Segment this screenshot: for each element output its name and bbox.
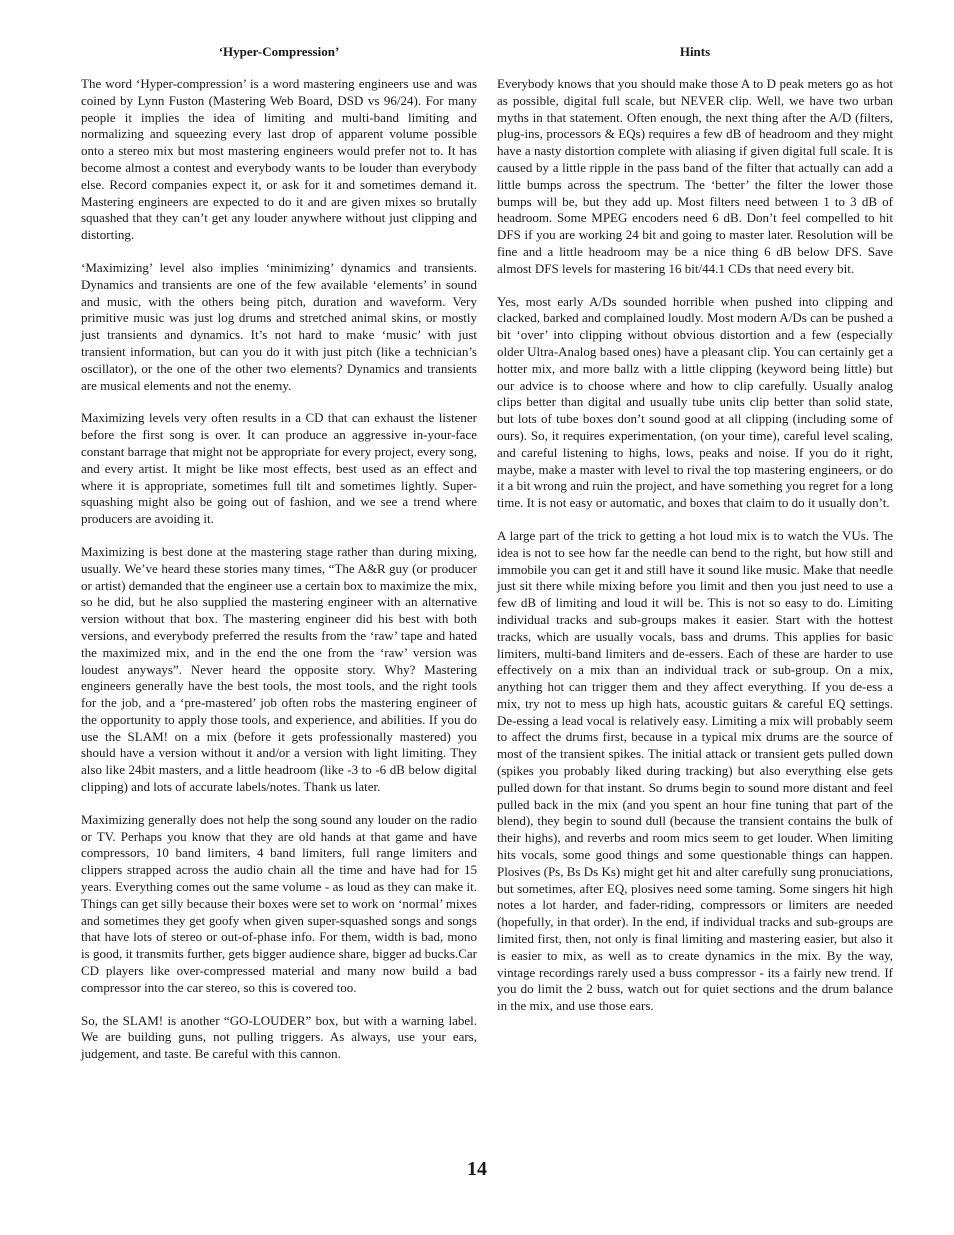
paragraph: Yes, most early A/Ds sounded horrible when pushed into clipping and clacked, barked and complained loudly. Most modern A/Ds can be pushed a bit ‘over’ into clipping without obvious distortion and a few (especially older Ultra-Analog based ones) have a pleasant clip. You can certainly get a hotter mix, and more ballz with a little clipping (keyword being little) but our advice is to choose where and how to clip carefully. Usually analog clips better than digital and usually tube units clip better than solid state, but lots of tube boxes don’t sound good at all clipping (including some of ours). So, it requires experimentation, (on your time), careful level scaling, and careful listening to highs, lows, peaks and noise. If you do it right, maybe, make a master with level to rival the top mastering engineers, or do it a bit wrong and ruin the project, and have something you regret for a long time. It is not easy or automatic, and boxes that claim to do it usually don’t. — [497, 293, 893, 511]
paragraph: Everybody knows that you should make those A to D peak meters go as hot as possible, digital full scale, but NEVER clip. Well, we have two urban myths in that statement. Often enough, the next thing after the A/D (filters, plug-ins, processors & EQs) requires a few dB of headroom and they might have a nasty distortion complete with aliasing if given digital full scale. It is caused by a little ripple in the pass band of the filter that actually can add a little bumps across the spectrum. The ‘better’ the filter the lower those bumps will be, but they add up. Most filters need between 1 to 3 dB of headroom. Some MPEG encoders need 6 dB. Don’t feel compelled to hit DFS if you are working 24 bit and going to master later. Resolution will be fine and a little headroom may be a nice thing 6 dB below DFS. Save almost DFS levels for mastering 16 bit/44.1 CDs that need every bit. — [497, 76, 893, 276]
paragraph: The word ‘Hyper-compression’ is a word mastering engineers use and was coined by Lynn Fuston (Mastering Web Board, DSD vs 96/24). For many people it implies the idea of limiting and multi-band limiting and normalizing and squeezing every last drop of apparent volume possible onto a stereo mix but most mastering engineers would prefer not to. It has become almost a contest and everybody wants to be louder than everybody else. Record companies expect it, or ask for it and sometimes demand it. Mastering engineers are expected to do it and are given mixes so brutally squashed that they can’t get any louder anywhere without just clipping and distorting. — [81, 76, 477, 243]
section-title-hyper-compression: ‘Hyper-Compression’ — [218, 44, 340, 59]
right-column — [497, 44, 893, 1031]
paragraph: A large part of the trick to getting a hot loud mix is to watch the VUs. The idea is not to see how far the needle can bend to the right, but how still and immobile you can get it and still have it sound like music. Make that needle just sit there while mixing before you limit and then you just need to use a few dB of limiting and loud it will be. This is not so easy to do. Limiting individual tracks and sub-groups makes it easier. Start with the hottest tracks, which are usually vocals, bass and drums. This applies for basic limiters, multi-band limiters and de-essers. Each of these are harder to use effectively on a mix than an individual track or sub-group. On a mix, anything hot can trigger them and they affect everything. If you de-ess a mix, try not to mess up high hats, acoustic guitars & careful EQ settings. De-essing a lead vocal is relatively easy. Limiting a mix will probably seem to affect the drums first, because in a typical mix drums are the source of most of the transient spikes. The initial attack or transient gets pulled down (spikes you probably liked during tracking) but also everything else gets pulled down for that instant. So drums begin to sound more distant and feel pulled back in the mix (and you spent an hour fine tuning that part of the blend), they begin to sound dull (because the transient contains the bulk of their highs), and reverbs and room mics seem to get louder. When limiting hits vocals, some good things and some questionable things can happen. Plosives (Ps, Bs Ds Ks) might get hit and alter carefully sung pronuciations, but sometimes, after EQ, plosives need some taming. Some singers hit high notes a lot harder, and fader-riding, compressors or limiters are needed (hopefully, in that order). In the end, if individual tracks and sub-groups are limited first, then, not only is final limiting and mastering easier, but also it is easier to mix, as well as to create dynamics in the mix. By the way, vintage recordings rarely used a buss compressor - its a fairly new trend. If you do limit the 2 buss, watch out for quiet sections and the drum balance in the mix, and use those ears. — [497, 527, 893, 1014]
section-title-hints: Hints — [679, 44, 711, 59]
paragraph: Maximizing levels very often results in a CD that can exhaust the listener before the first song is over. It can produce an aggressive in-your-face constant barrage that might not be appropriate for every project, every song, and every artist. It might be like most effects, best used as an effect and where it is appropriate, sometimes full tilt and sometimes lightly. Super-squashing might also be going out of fashion, and we see a trend where producers are avoiding it. — [81, 410, 477, 527]
left-column — [81, 44, 477, 1079]
page-number: 14 — [467, 1158, 487, 1180]
paragraph: Maximizing generally does not help the song sound any louder on the radio or TV. Perhaps you know that they are old hands at that game and have compressors, 10 band limiters, 4 band limiters, full range limiters and clippers strapped across the audio chain all the time and have had for 15 years. Everything comes out the same volume - as loud as they can make it. Things can get silly because their boxes were set to work on ‘normal’ mixes and sometimes they get goofy when given super-squashed songs and songs that have lots of stereo or out-of-phase info. For them, width is bad, mono is good, it transmits further, gets bigger audience share, bigger ad bucks.Car CD players like over-compressed material and many now build a bad compressor into the car stereo, so this is covered too. — [81, 811, 477, 995]
paragraph: ‘Maximizing’ level also implies ‘minimizing’ dynamics and transients. Dynamics and transients are one of the few available ‘elements’ in sound and music, with the others being pitch, duration and waveform. Very primitive music was just log drums and stretched animal skins, or mostly just transients and dynamics. It’s not hard to make ‘music’ with just transient information, but can you do it with just pitch (like a technician’s oscillator), or the one of the other two elements? Dynamics and transients are musical elements and not the enemy. — [81, 259, 477, 393]
paragraph: Maximizing is best done at the mastering stage rather than during mixing, usually. We’ve heard these stories many times, “The A&R guy (or producer or artist) demanded that the engineer use a certain box to maximize the mix, so he did, but he also supplied the mastering engineer with an alternative version without that box. The mastering engineer did his best with both versions, and everybody preferred the results from the ‘raw’ tape and hated the maximized mix, and in the end the one from the ‘raw’ version was loudest anyways”. Never heard the opposite story. Why? Mastering engineers generally have the best tools, the most tools, and the right tools for the job, and a ‘pre-mastered’ job often robs the mastering engineer of the opportunity to apply those tools, and experience, and abilities. If you do use the SLAM! on a mix (before it gets professionally mastered) you should have a version without it and/or a version with light limiting. They also like 24bit masters, and a little headroom (like -3 to -6 dB below digital clipping) and lots of accurate labels/notes. Thank us later. — [81, 543, 477, 795]
paragraph: So, the SLAM! is another “GO-LOUDER” box, but with a warning label. We are building guns, not pulling triggers. As always, use your ears, judgement, and taste. Be careful with this cannon. — [81, 1012, 477, 1062]
